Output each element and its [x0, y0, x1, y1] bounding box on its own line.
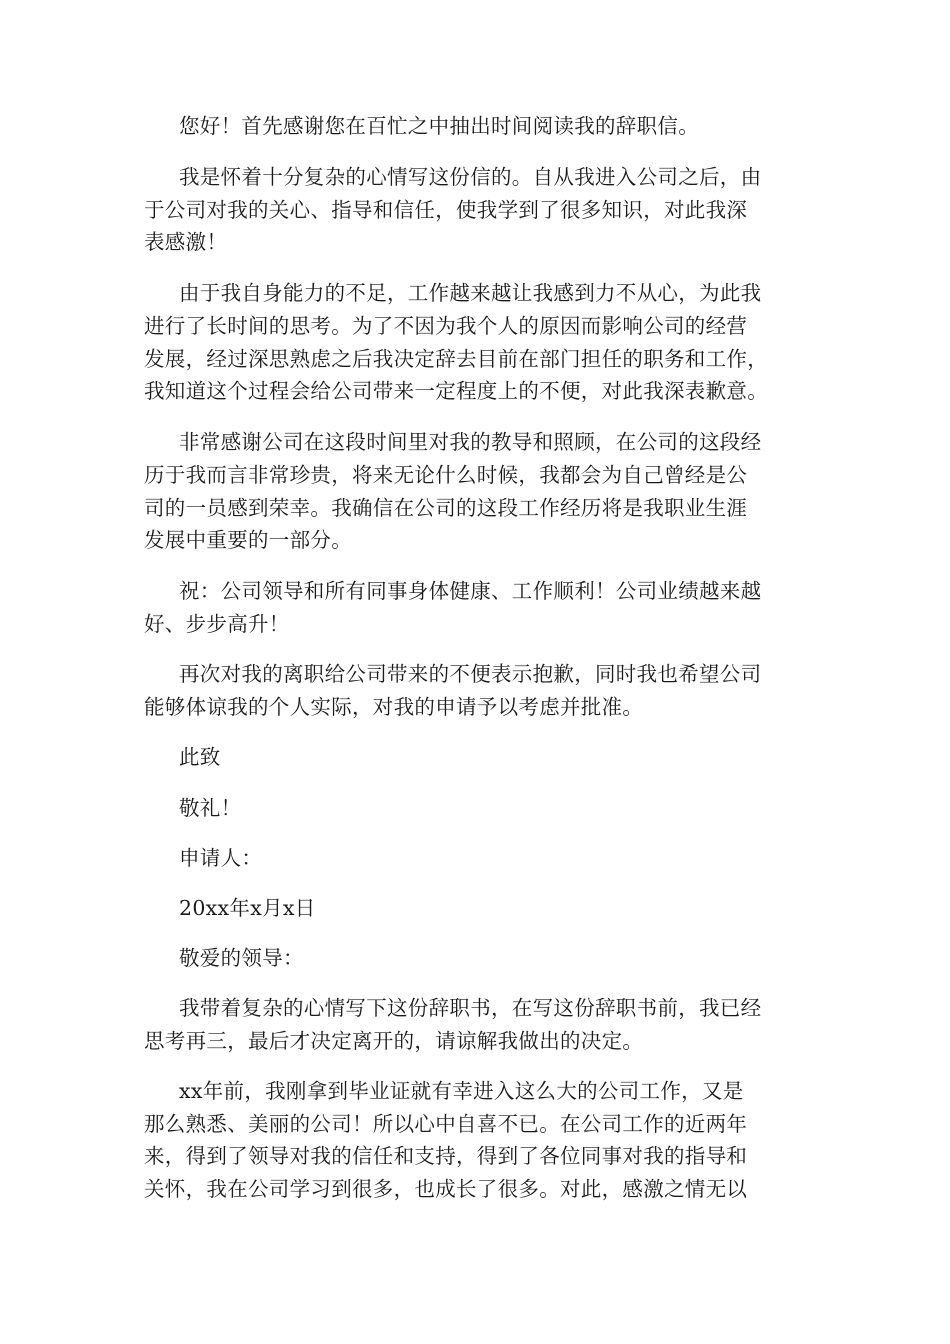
- paragraph-line: 再次对我的离职给公司带来的不便表示抱歉，同时我也希望公司: [179, 662, 762, 686]
- paragraph-line: 祝：公司领导和所有同事身体健康、工作顺利！公司业绩越来越: [179, 579, 762, 603]
- paragraph-line: 思考再三，最后才决定离开的，请谅解我做出的决定。: [144, 1029, 644, 1053]
- greeting: 敬爱的领导：: [179, 946, 304, 970]
- paragraph-line: 司的一员感到荣幸。我确信在公司的这段工作经历将是我职业生涯: [144, 496, 748, 520]
- paragraph-line: 于公司对我的关心、指导和信任，使我学到了很多知识，对此我深: [144, 198, 748, 222]
- paragraph-line: 好、步步高升！: [144, 612, 290, 636]
- closing-salutation: 此致: [179, 745, 221, 769]
- paragraph-line: 发展，经过深思熟虑之后我决定辞去目前在部门担任的职务和工作，: [144, 347, 768, 371]
- paragraph-line: 那么熟悉、美丽的公司！所以心中自喜不已。在公司工作的近两年: [144, 1112, 748, 1136]
- paragraph-line: 能够体谅我的个人实际，对我的申请予以考虑并批准。: [144, 695, 644, 719]
- paragraph-line: 非常感谢公司在这段时间里对我的教导和照顾，在公司的这段经: [179, 430, 762, 454]
- closing-regards: 敬礼！: [179, 796, 242, 820]
- paragraph-line: 由于我自身能力的不足，工作越来越让我感到力不从心，为此我: [179, 281, 762, 305]
- paragraph-line: 我知道这个过程会给公司带来一定程度上的不便，对此我深表歉意。: [144, 379, 768, 403]
- paragraph-line: 您好！首先感谢您在百忙之中抽出时间阅读我的辞职信。: [179, 114, 699, 138]
- paragraph-line: 进行了长时间的思考。为了不因为我个人的原因而影响公司的经营: [144, 314, 748, 338]
- paragraph-line: 来，得到了领导对我的信任和支持，得到了各位同事对我的指导和: [144, 1144, 748, 1168]
- paragraph-line: 发展中重要的一部分。: [144, 528, 352, 552]
- applicant-label: 申请人：: [179, 846, 263, 870]
- paragraph-line: 我带着复杂的心情写下这份辞职书，在写这份辞职书前，我已经: [179, 996, 762, 1020]
- paragraph-line: 我是怀着十分复杂的心情写这份信的。自从我进入公司之后，由: [179, 165, 762, 189]
- paragraph-line: 历于我而言非常珍贵，将来无论什么时候，我都会为自己曾经是公: [144, 463, 748, 487]
- paragraph-line: 关怀，我在公司学习到很多，也成长了很多。对此，感激之情无以: [144, 1177, 748, 1201]
- paragraph-line: 表感激！: [144, 230, 228, 254]
- letter-date: 20xx年x月x日: [179, 896, 316, 920]
- paragraph-line: xx年前，我刚拿到毕业证就有幸进入这么大的公司工作，又是: [179, 1079, 744, 1103]
